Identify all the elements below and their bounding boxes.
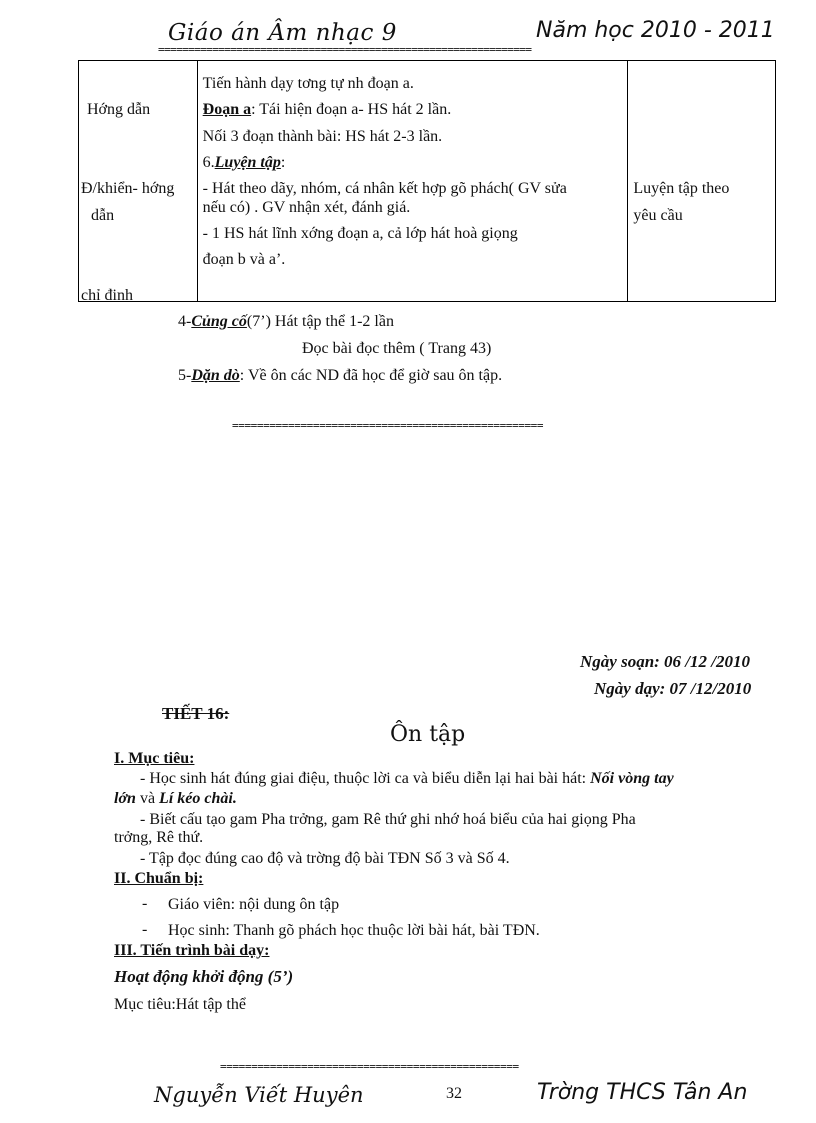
- warmup-heading: Hoạt động khởi động (5’): [114, 967, 294, 986]
- activity-line: [203, 101, 452, 119]
- consolidation-item: [178, 313, 394, 331]
- item-text: (7’) Hát tập thể 1-2 lần: [246, 313, 394, 330]
- student-prep: Học sinh: Thanh gõ phách học thuộc lời bài hát, bài TĐN.: [168, 922, 540, 939]
- activity-number: 6.: [202, 154, 215, 171]
- activity-line: Tiến hành dạy tơng tự nh đoạn a.: [202, 75, 414, 92]
- footer-rule: ================================================: [220, 1060, 519, 1073]
- header-title: Giáo án Âm nhạc 9: [168, 20, 397, 46]
- teacher-prep: Giáo viên: nội dung ôn tập: [168, 896, 340, 913]
- objective-line: - Biết cấu tạo gam Pha trởng, gam Rê thứ ghi nhớ hoá biểu của hai giọng Pha: [140, 811, 636, 828]
- method-line: Hớng dẫn: [87, 101, 151, 118]
- song-title: Nối vòng tay: [590, 770, 674, 787]
- objective-text: và: [139, 790, 156, 807]
- activity-line: [203, 154, 286, 172]
- method-line: Đ/khiển- hớng: [81, 180, 175, 197]
- activity-line: đoạn b và a’.: [202, 251, 286, 268]
- consolidation-line2: Đọc bài đọc thêm ( Trang 43): [302, 340, 492, 357]
- student-cell: [628, 61, 776, 302]
- item-label: Dặn dò: [191, 367, 240, 384]
- preparation-date: Ngày soạn: 06 /12 /2010: [580, 652, 750, 671]
- item-number: 5-: [178, 367, 192, 384]
- activity-line: nếu có) . GV nhận xét, đánh giá.: [202, 199, 411, 216]
- objective-line: trởng, Rê thứ.: [114, 829, 204, 846]
- school-name: Trờng THCS Tân An: [537, 1080, 748, 1105]
- activity-line: - 1 HS hát lĩnh xớng đoạn a, cả lớp hát hoà giọng: [202, 225, 518, 242]
- objective-line: - Tập đọc đúng cao độ và trờng độ bài TĐN Số 3 và Số 4.: [140, 850, 510, 867]
- activity-label: Luyện tập: [214, 154, 281, 171]
- method-line: dẫn: [91, 207, 115, 224]
- objective-line: [140, 770, 674, 788]
- section-separator: ==================================================: [232, 419, 544, 432]
- objectives-heading: I. Mục tiêu:: [114, 750, 195, 767]
- item-number: 4-: [178, 313, 192, 330]
- activity-line: Nối 3 đoạn thành bài: HS hát 2-3 lần.: [202, 128, 443, 145]
- activity-label: Đoạn a: [202, 101, 252, 118]
- activity-cell: [197, 61, 628, 302]
- teaching-date: Ngày dạy: 07 /12/2010: [594, 679, 752, 698]
- lesson-number: TIẾT 16:: [162, 704, 230, 723]
- author-name: Nguyễn Viết Huyên: [154, 1083, 364, 1107]
- activity-text: : Tái hiện đoạn a- HS hát 2 lần.: [251, 101, 452, 118]
- activity-line: - Hát theo dãy, nhóm, cá nhân kết hợp gõ phách( GV sửa: [202, 180, 567, 197]
- student-line: yêu cầu: [633, 207, 683, 224]
- preparation-heading: II. Chuẩn bị:: [114, 870, 204, 887]
- table-row: [79, 61, 776, 302]
- item-text: : Về ôn các ND đã học để giờ sau ôn tập.: [239, 367, 503, 384]
- method-cell: [79, 61, 198, 302]
- procedure-heading: III. Tiến trình bài dạy:: [114, 942, 270, 959]
- homework-item: [178, 367, 502, 385]
- method-line: chỉ đinh: [81, 287, 133, 304]
- objective-line: [114, 790, 237, 808]
- lesson-plan-table: [78, 60, 776, 302]
- page-number: 32: [446, 1085, 462, 1102]
- objective-text: - Học sinh hát đúng giai điệu, thuộc lời ca và biểu diễn lại hai bài hát:: [140, 770, 587, 787]
- bullet: -: [142, 895, 148, 912]
- student-line: Luyện tập theo: [633, 180, 730, 197]
- header-rule: ==============================================================: [158, 44, 532, 55]
- header-school-year: Năm học 2010 - 2011: [536, 18, 775, 43]
- song-title: lớn: [114, 790, 136, 807]
- warmup-objective: Mục tiêu:Hát tập thể: [114, 996, 246, 1013]
- lesson-title: Ôn tập: [390, 722, 466, 747]
- bullet: -: [142, 921, 148, 938]
- activity-text: :: [280, 154, 286, 171]
- song-title: Lí kéo chài.: [159, 790, 237, 807]
- item-label: Củng cố: [191, 313, 247, 330]
